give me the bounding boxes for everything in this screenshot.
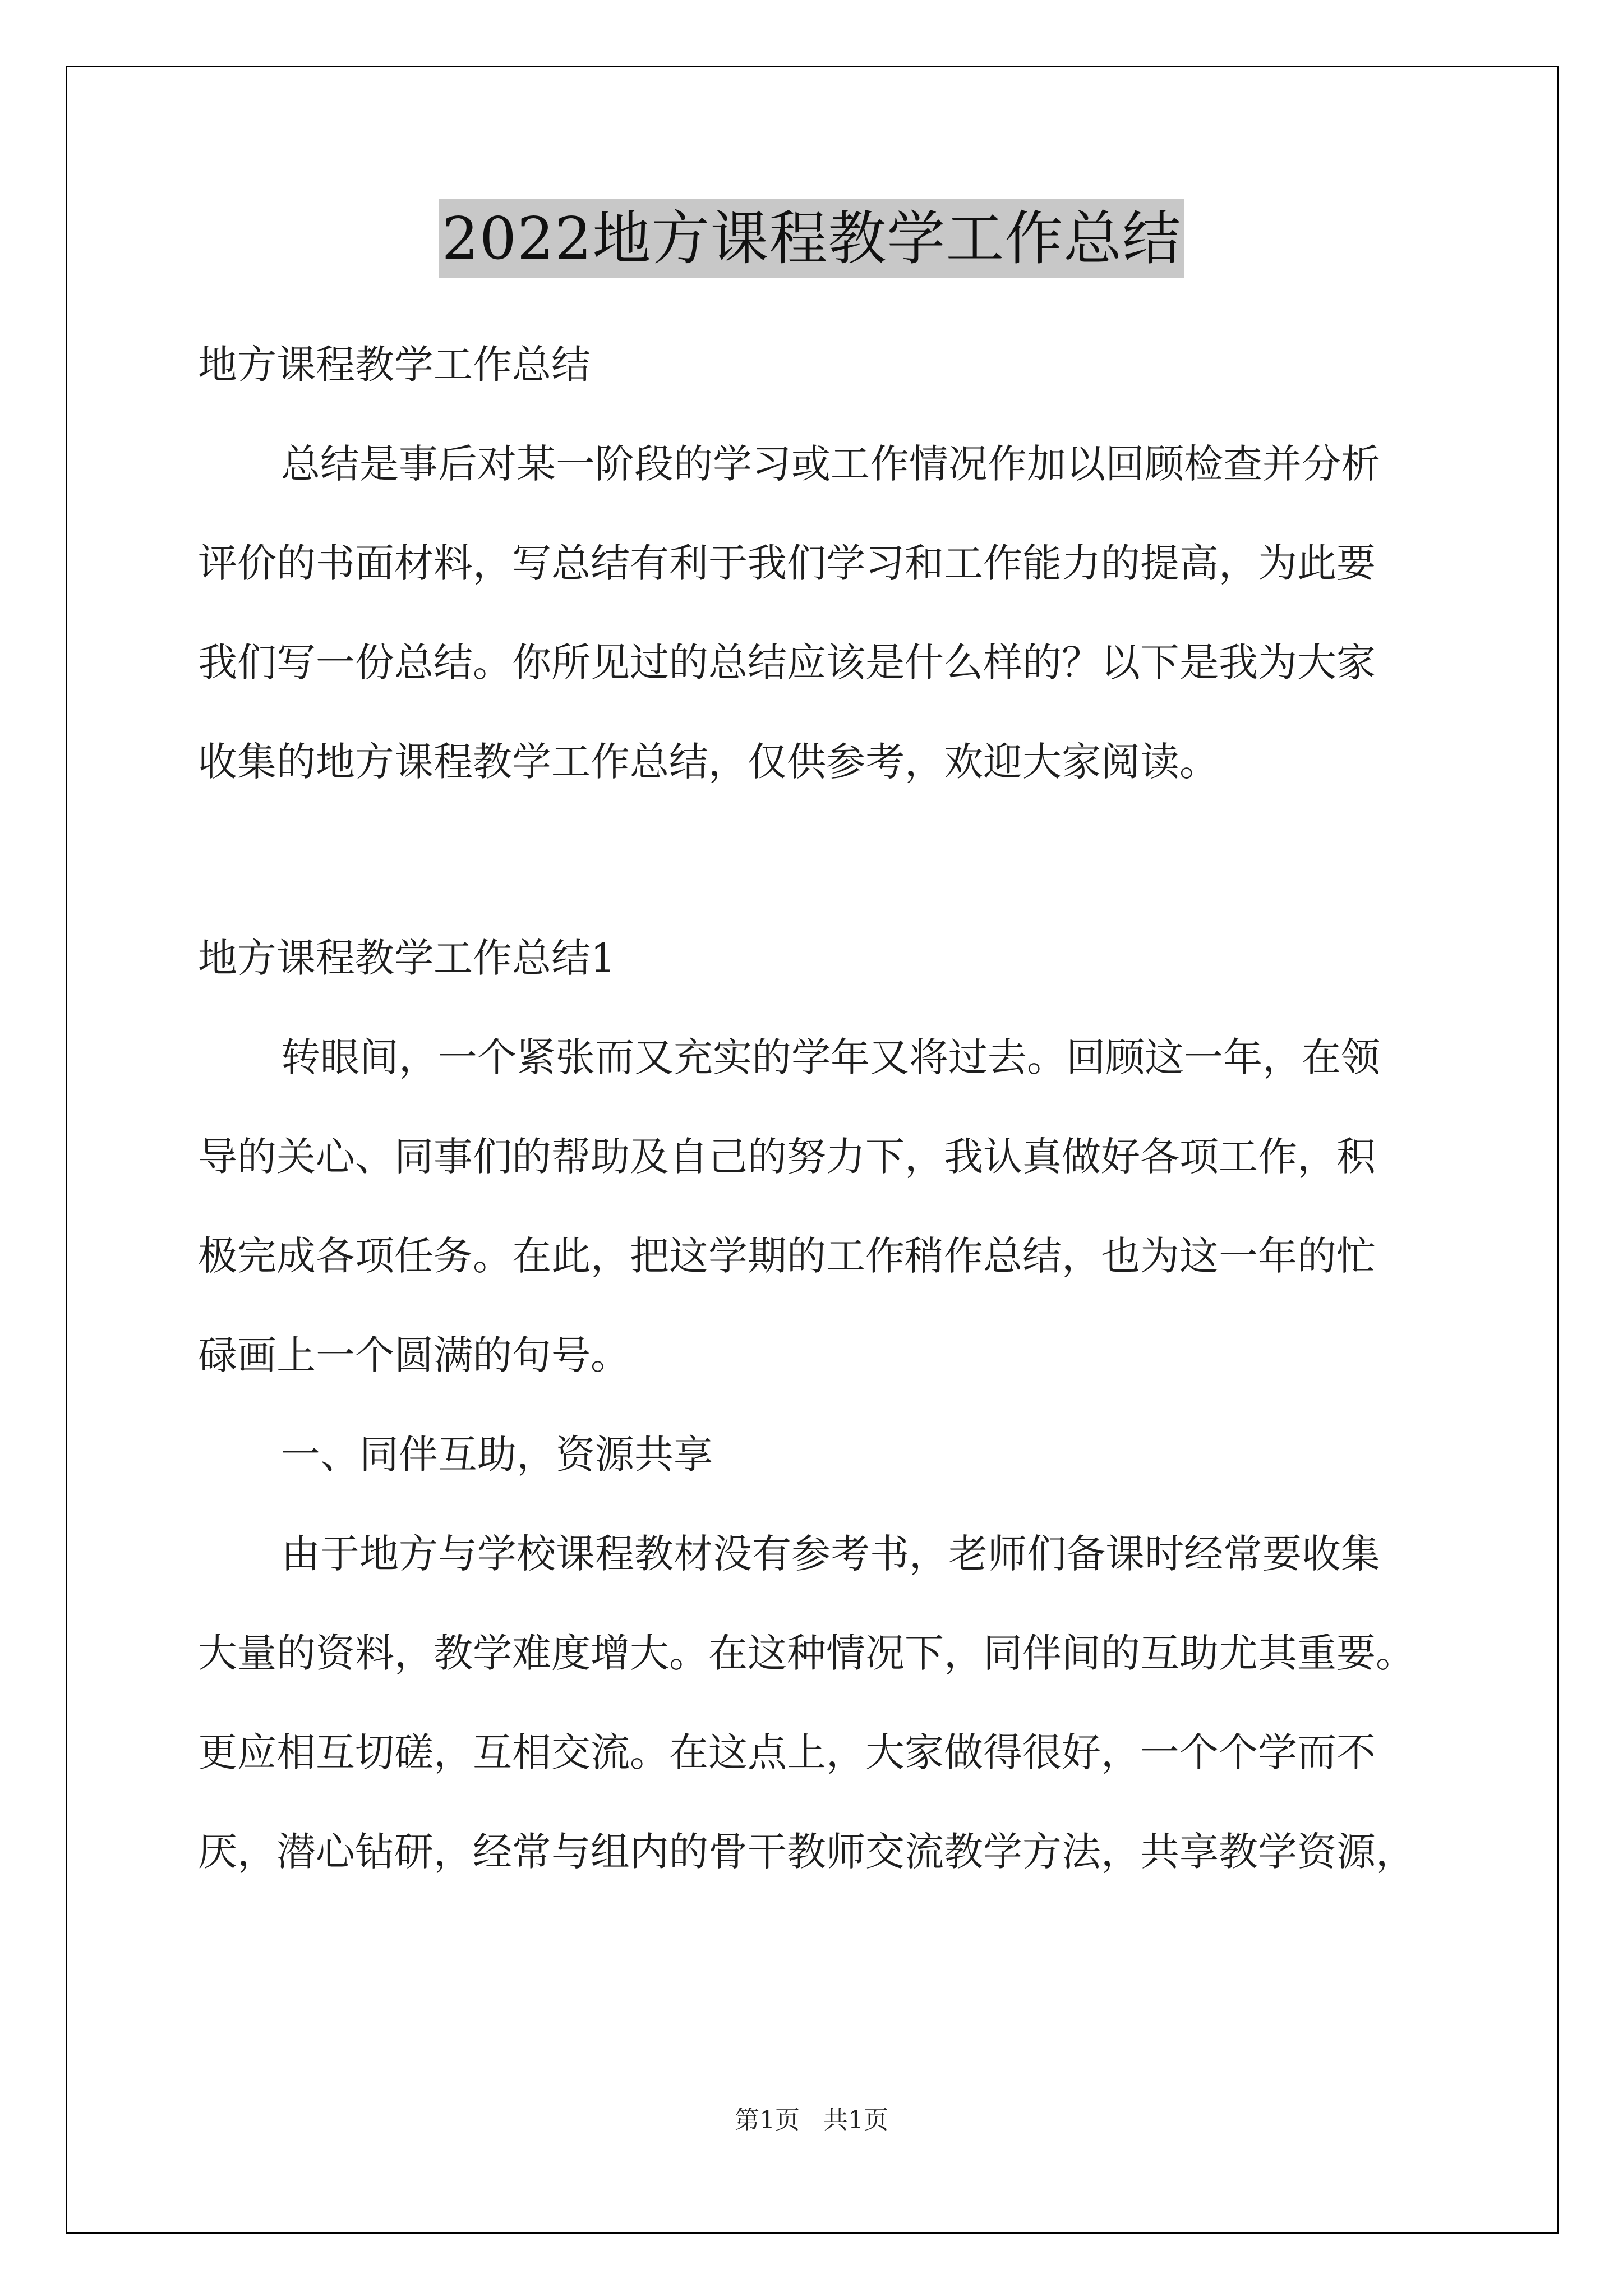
intro-line-2: 评价的书面材料，写总结有利于我们学习和工作能力的提高，为此要	[198, 540, 1376, 586]
document-title: 2022地方课程教学工作总结	[439, 199, 1185, 278]
intro-line-4: 收集的地方课程教学工作总结，仅供参考，欢迎大家阅读。	[198, 739, 1219, 785]
para1-line-3: 极完成各项任务。在此，把这学期的工作稍作总结，也为这一年的忙	[198, 1233, 1376, 1279]
para2-line-1: 由于地方与学校课程教材没有参考书，老师们备课时经常要收集	[281, 1531, 1380, 1577]
para2-line-3: 更应相互切磋，互相交流。在这点上，大家做得很好，一个个学而不	[198, 1729, 1376, 1775]
para1-line-1: 转眼间，一个紧张而又充实的学年又将过去。回顾这一年，在领	[281, 1034, 1380, 1080]
para2-line-4: 厌，潜心钻研，经常与组内的骨干教师交流教学方法，共享教学资源，	[198, 1829, 1415, 1875]
section-heading: 地方课程教学工作总结1	[198, 935, 616, 981]
subheading: 一、同伴互助，资源共享	[281, 1432, 713, 1478]
para1-line-2: 导的关心、同事们的帮助及自己的努力下，我认真做好各项工作，积	[198, 1134, 1376, 1180]
intro-line-1: 总结是事后对某一阶段的学习或工作情况作加以回顾检查并分析	[281, 441, 1380, 487]
page-footer: 第1页 共1页	[735, 2106, 888, 2134]
intro-heading: 地方课程教学工作总结	[198, 342, 591, 388]
title-container	[0, 199, 1623, 278]
intro-line-3: 我们写一份总结。你所见过的总结应该是什么样的？以下是我为大家	[198, 639, 1376, 685]
document-body	[198, 342, 1432, 1929]
para1-line-4: 碌画上一个圆满的句号。	[198, 1332, 630, 1378]
para2-line-2: 大量的资料，教学难度增大。在这种情况下，同伴间的互助尤其重要。	[198, 1630, 1415, 1676]
